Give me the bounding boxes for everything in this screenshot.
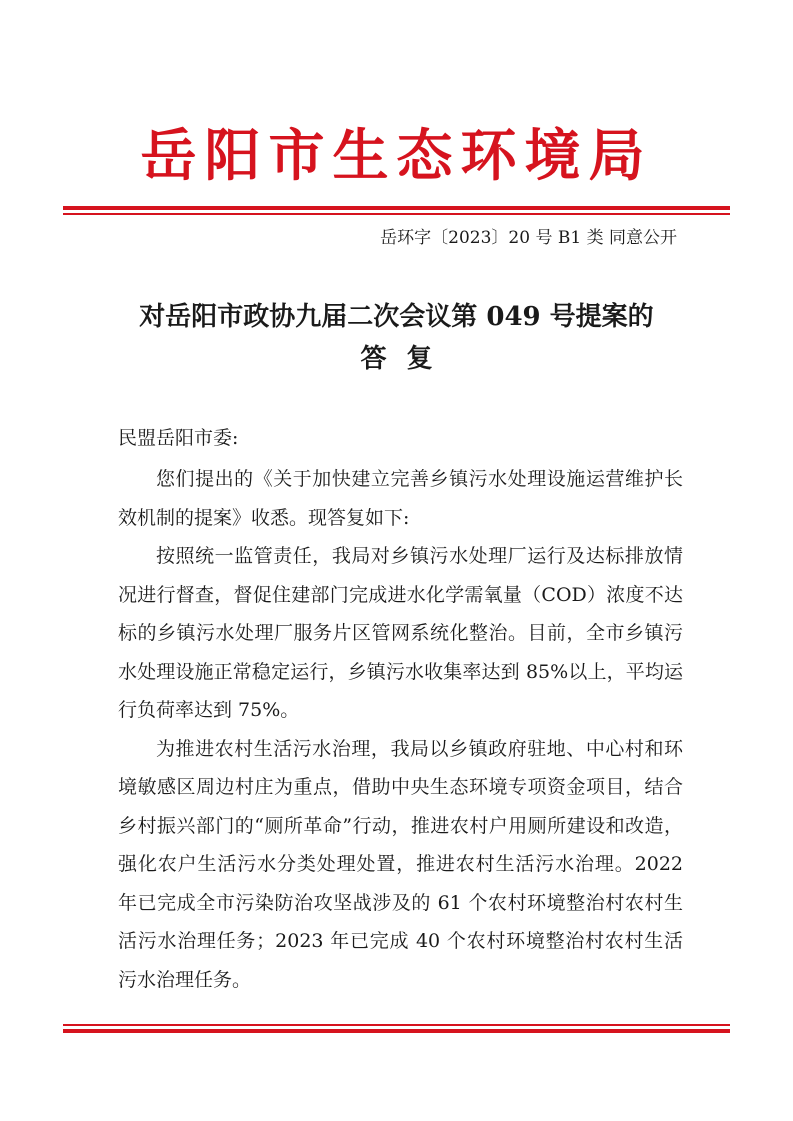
body-paragraph: 您们提出的《关于加快建立完善乡镇污水处理设施运营维护长效机制的提案》收悉。现答复如下:	[118, 468, 683, 529]
document-title-line-2: 答复	[360, 344, 453, 374]
body-paragraph: 为推进农村生活污水治理，我局以乡镇政府驻地、中心村和环境敏感区周边村庄为重点，借助中央生态环境专项资金项目，结合乡村振兴部门的“厕所革命”行动，推进农村户用厕所建设和改造，强化农户生活污水分类处理处置，推进农村生活污水治理。2022 年已完成全市污染防治攻坚战涉及的 61 个农村环境整治村农村生活污水治理任务；2023 年已完成 40 个农村环境整治村农村生活污水治理任务。	[118, 737, 683, 991]
document-number: 岳环字〔2023〕20 号 B1 类 同意公开	[380, 228, 677, 248]
header-red-rule-thick	[63, 206, 730, 210]
footer-red-rule-thin	[63, 1024, 730, 1026]
header-red-rule-thin	[63, 213, 730, 215]
salutation: 民盟岳阳市委:	[118, 427, 239, 449]
document-title-line-1: 对岳阳市政协九届二次会议第 049 号提案的	[139, 302, 654, 332]
footer-red-rule-thick	[63, 1029, 730, 1033]
letterhead-org-name: 岳阳市生态环境局	[140, 123, 653, 189]
body-paragraph: 按照统一监管责任，我局对乡镇污水处理厂运行及达标排放情况进行督查，督促住建部门完成进水化学需氧量（COD）浓度不达标的乡镇污水处理厂服务片区管网系统化整治。目前，全市乡镇污水处理设施正常稳定运行，乡镇污水收集率达到 85%以上，平均运行负荷率达到 75%。	[118, 545, 683, 721]
document-body	[118, 460, 683, 999]
